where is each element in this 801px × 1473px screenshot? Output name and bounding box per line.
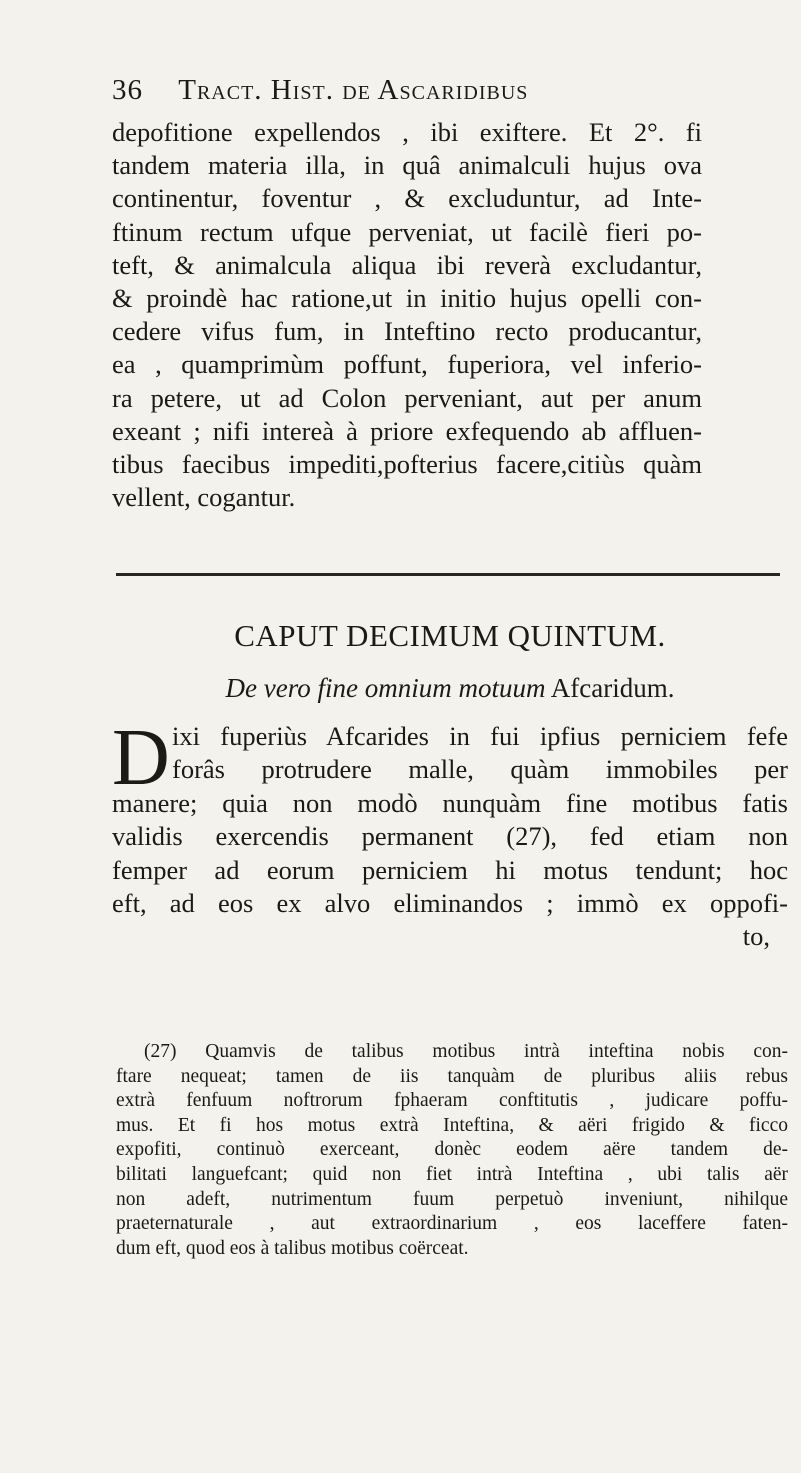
text-line: teft, & animalcula aliqua ibi reverà excludantur, [112,249,702,280]
text-line: tandem materia illa, in quâ animalculi hujus ova [112,150,702,181]
section-divider [116,573,780,576]
text-line: forâs protrudere malle, quàm immobiles per [172,754,788,785]
text-line: exeant ; nifi intereà à priore exfequendo ab affluen- [112,415,702,446]
chapter-title: CAPUT DECIMUM QUINTUM. [234,618,666,653]
top-paragraph [112,116,702,514]
text-line: & proindè hac ratione,ut in initio hujus opelli con- [112,283,702,314]
footnote-line: mus. Et fi hos motus extrà Inteftina, & aëri frigido & ficco [116,1114,788,1136]
footnote-line: bilitati languefcant; quid non fiet intrà Inteftina , ubi talis aër [116,1163,788,1185]
text-line: manere; quia non modò nunquàm fine motibus fatis [112,787,788,818]
running-header [112,74,702,107]
text-line: continentur, foventur , & excluduntur, ad Inte- [112,183,702,214]
text-line: eft, ad eos ex alvo eliminandos ; immò ex oppofi- [112,888,788,919]
main-paragraph [112,714,788,954]
footnote-line: extrà fenfuum noftrorum fphaeram conftitutis , judicare poffu- [116,1090,788,1112]
footnote [116,1040,788,1261]
catchword: to, [742,921,770,952]
footnote-line: ftare nequeat; tamen de iis tanquàm de pluribus aliis rebus [116,1065,788,1087]
page-number: 36 [112,74,143,106]
chapter-subtitle [112,673,788,704]
footnote-line: expofiti, continuò exerceant, donèc eodem aëre tandem de- [116,1139,788,1161]
subtitle-roman: Afcaridum. [550,673,675,703]
text-line: cedere vifus fum, in Inteftino recto producantur, [112,316,702,347]
text-line: validis exercendis permanent (27), fed etiam non [112,821,788,852]
running-title: Tract. Hist. de Ascaridibus [178,74,529,106]
text-line: ixi fuperiùs Afcarides in fui ipfius perniciem fefe [172,721,788,751]
drop-cap: D [112,714,170,802]
footnote-line: non adeft, nutrimentum fuum perpetuò inveniunt, nihilque [116,1188,788,1210]
text-line: ftinum rectum ufque perveniat, ut facilè fieri po- [112,216,702,247]
text-line: tibus faecibus impediti,pofterius facere,citiùs quàm [112,449,702,480]
text-line: ra petere, ut ad Colon perveniant, aut per anum [112,382,702,413]
footnote-line: praeternaturale , aut extraordinarium , eos laceffere faten- [116,1213,788,1235]
text-line: vellent, cogantur. [112,482,296,513]
footnote-line: dum eft, quod eos à talibus motibus coërceat. [116,1237,469,1259]
subtitle-italic: De vero fine omnium motuum [225,673,546,703]
text-line: depofitione expellendos , ibi exiftere. Et 2°. fi [112,117,702,147]
text-line: femper ad eorum perniciem hi motus tendunt; hoc [112,854,788,885]
text-line: ea , quamprimùm poffunt, fuperiora, vel inferio- [112,349,702,380]
footnote-line: (27) Quamvis de talibus motibus intrà inteftina nobis con- [144,1041,788,1062]
